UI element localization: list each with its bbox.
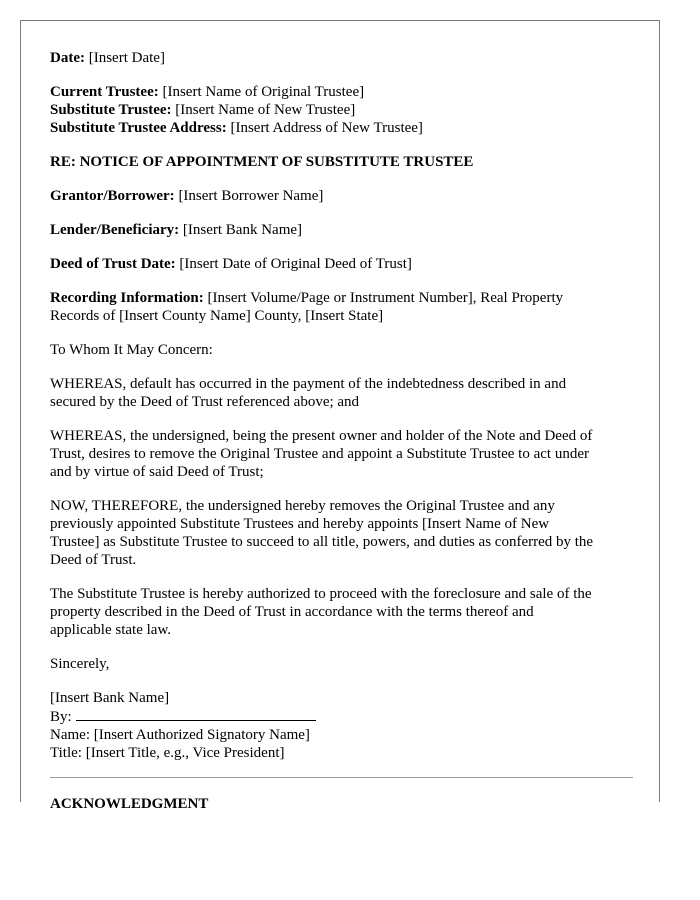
salutation: To Whom It May Concern: bbox=[50, 342, 213, 358]
signatory-name: Name: [Insert Authorized Signatory Name] bbox=[50, 727, 310, 743]
authorization-paragraph bbox=[50, 585, 635, 639]
grantor-label: Grantor/Borrower: bbox=[50, 188, 175, 204]
current-trustee-line bbox=[50, 83, 635, 101]
deed-date-label: Deed of Trust Date: bbox=[50, 256, 176, 272]
paragraph-line: The Substitute Trustee is hereby authorized to proceed with the foreclosure and sale of the bbox=[50, 586, 592, 602]
section-divider bbox=[50, 777, 633, 778]
trustee-block bbox=[50, 83, 635, 137]
recording-line-2: Records of [Insert County Name] County, [Insert State] bbox=[50, 308, 384, 324]
whereas-owner-paragraph bbox=[50, 427, 635, 481]
current-trustee-label: Current Trustee: bbox=[50, 84, 159, 100]
paragraph-line: and by virtue of said Deed of Trust; bbox=[50, 464, 264, 480]
deed-date-line bbox=[50, 255, 635, 273]
paragraph-line: NOW, THEREFORE, the undersigned hereby removes the Original Trustee and any bbox=[50, 498, 555, 514]
recording-info bbox=[50, 289, 635, 325]
paragraph-line: secured by the Deed of Trust referenced above; and bbox=[50, 394, 360, 410]
recording-label: Recording Information: bbox=[50, 290, 204, 306]
paragraph-line: Trustee] as Substitute Trustee to succeed to all title, powers, and duties as conferred by the bbox=[50, 534, 594, 550]
closing: Sincerely, bbox=[50, 656, 110, 672]
substitute-address-line bbox=[50, 119, 635, 137]
current-trustee-value: [Insert Name of Original Trustee] bbox=[162, 84, 365, 100]
now-therefore-paragraph bbox=[50, 497, 635, 569]
date-label: Date: bbox=[50, 50, 85, 66]
paragraph-line: WHEREAS, default has occurred in the payment of the indebtedness described in and bbox=[50, 376, 567, 392]
signature-by-line bbox=[50, 707, 635, 726]
paragraph-line: applicable state law. bbox=[50, 622, 172, 638]
date-line bbox=[50, 49, 635, 67]
lender-line bbox=[50, 221, 635, 239]
deed-date-value: [Insert Date of Original Deed of Trust] bbox=[179, 256, 412, 272]
grantor-value: [Insert Borrower Name] bbox=[178, 188, 324, 204]
lender-label: Lender/Beneficiary: bbox=[50, 222, 180, 238]
signatory-title: Title: [Insert Title, e.g., Vice President] bbox=[50, 745, 285, 761]
signature-line bbox=[76, 707, 316, 721]
letter-body bbox=[50, 49, 635, 778]
by-label: By: bbox=[50, 709, 72, 725]
paragraph-line: Trust, desires to remove the Original Trustee and appoint a Substitute Trustee to act under bbox=[50, 446, 589, 462]
signature-block bbox=[50, 689, 635, 762]
paragraph-line: previously appointed Substitute Trustees and hereby appoints [Insert Name of New bbox=[50, 516, 550, 532]
whereas-default-paragraph bbox=[50, 375, 635, 411]
substitute-trustee-value: [Insert Name of New Trustee] bbox=[175, 102, 356, 118]
substitute-address-value: [Insert Address of New Trustee] bbox=[230, 120, 423, 136]
document-page bbox=[20, 20, 660, 812]
substitute-trustee-line bbox=[50, 101, 635, 119]
acknowledgment-heading: ACKNOWLEDGMENT bbox=[50, 796, 209, 812]
date-value: [Insert Date] bbox=[88, 50, 165, 66]
grantor-line bbox=[50, 187, 635, 205]
substitute-trustee-label: Substitute Trustee: bbox=[50, 102, 172, 118]
recording-line-1 bbox=[50, 289, 635, 307]
lender-value: [Insert Bank Name] bbox=[182, 222, 303, 238]
paragraph-line: property described in the Deed of Trust in accordance with the terms thereof and bbox=[50, 604, 534, 620]
signature-bank: [Insert Bank Name] bbox=[50, 690, 170, 706]
substitute-address-label: Substitute Trustee Address: bbox=[50, 120, 227, 136]
paragraph-line: Deed of Trust. bbox=[50, 552, 137, 568]
paragraph-line: WHEREAS, the undersigned, being the present owner and holder of the Note and Deed of bbox=[50, 428, 593, 444]
re-heading: RE: NOTICE OF APPOINTMENT OF SUBSTITUTE TRUSTEE bbox=[50, 154, 474, 170]
recording-value: [Insert Volume/Page or Instrument Number], Real Property bbox=[207, 290, 564, 306]
